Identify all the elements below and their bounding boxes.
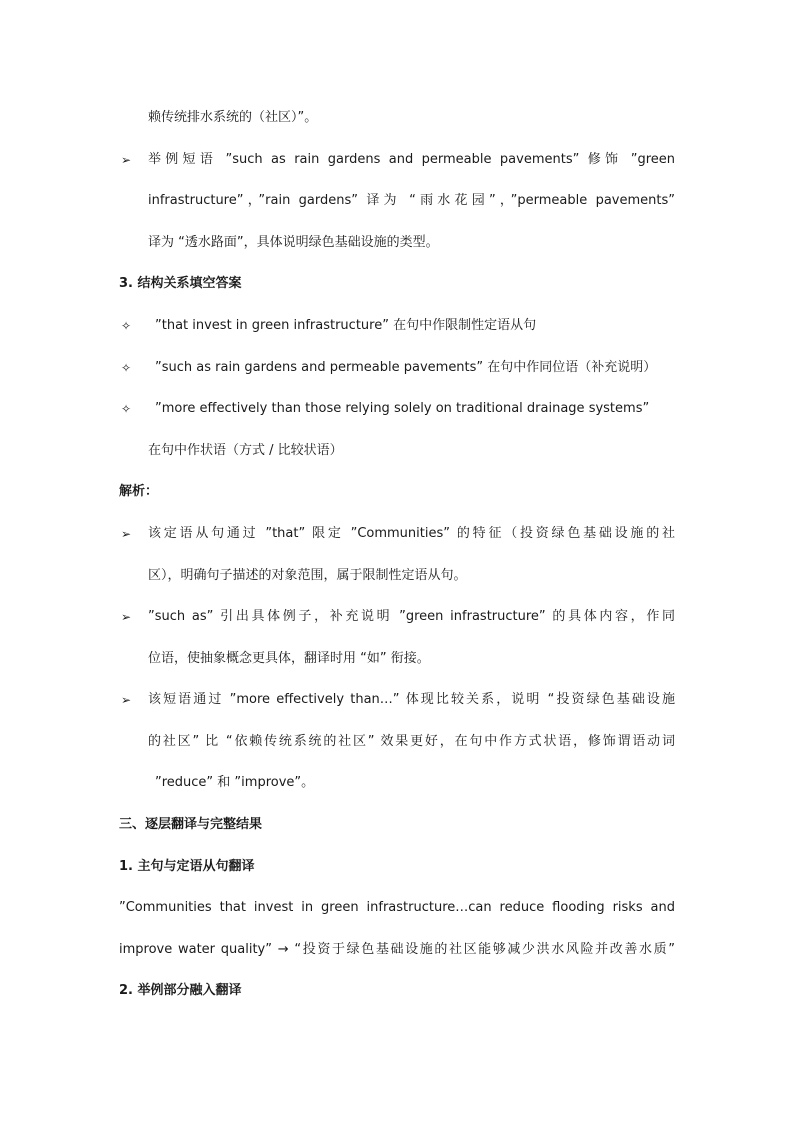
list-item: ”such as rain gardens and permeable pavements” 在句中作同位语（补充说明） bbox=[155, 360, 657, 375]
text-line: 的社区” 比 “依赖传统系统的社区” 效果更好，在句中作方式状语，修饰谓语动词 bbox=[148, 734, 675, 749]
text-line: 该定语从句通过 ”that” 限定 ”Communities” 的特征（投资绿色基础设施的社 bbox=[148, 526, 675, 541]
arrow-bullet-icon: ➢ bbox=[120, 527, 132, 541]
analysis-heading: 解析： bbox=[119, 484, 159, 499]
diamond-bullet-icon: ✧ bbox=[120, 319, 132, 333]
subsection-heading: 2. 举例部分融入翻译 bbox=[119, 983, 242, 998]
text-line: 举例短语 ”such as rain gardens and permeable pavements” 修饰 ”green bbox=[148, 152, 675, 167]
text-line: ”such as” 引出具体例子，补充说明 ”green infrastructure” 的具体内容，作同 bbox=[148, 609, 675, 624]
text-line: infrastructure”，”rain gardens” 译为 “雨水花园”，”permeable pavements” bbox=[148, 193, 675, 208]
arrow-bullet-icon: ➢ bbox=[120, 610, 132, 624]
text-line: 该短语通过 ”more effectively than…” 体现比较关系，说明 “投资绿色基础设施 bbox=[148, 692, 675, 707]
text-line: ”Communities that invest in green infrastructure…can reduce flooding risks and bbox=[119, 900, 675, 915]
diamond-bullet-icon: ✧ bbox=[120, 361, 132, 375]
text-line: 位语，使抽象概念更具体，翻译时用 “如” 衔接。 bbox=[148, 651, 430, 666]
subsection-heading: 1. 主句与定语从句翻译 bbox=[119, 859, 255, 874]
text-line: 在句中作状语（方式 / 比较状语） bbox=[148, 443, 343, 458]
part-heading: 三、逐层翻译与完整结果 bbox=[119, 817, 263, 832]
section-heading: 3. 结构关系填空答案 bbox=[119, 276, 242, 291]
arrow-bullet-icon: ➢ bbox=[120, 153, 132, 167]
list-item: ”that invest in green infrastructure” 在句中作限制性定语从句 bbox=[155, 318, 537, 333]
arrow-bullet-icon: ➢ bbox=[120, 693, 132, 707]
text-line: ”reduce” 和 ”improve”。 bbox=[155, 775, 315, 790]
text-line: 译为 “透水路面”，具体说明绿色基础设施的类型。 bbox=[148, 235, 439, 250]
list-item: ”more effectively than those relying solely on traditional drainage systems” bbox=[155, 401, 650, 416]
text-line: 赖传统排水系统的（社区）”。 bbox=[148, 110, 318, 125]
text-line: 区），明确句子描述的对象范围，属于限制性定语从句。 bbox=[148, 568, 467, 583]
diamond-bullet-icon: ✧ bbox=[120, 402, 132, 416]
text-line: improve water quality” → “投资于绿色基础设施的社区能够减少洪水风险并改善水质” bbox=[119, 942, 675, 957]
